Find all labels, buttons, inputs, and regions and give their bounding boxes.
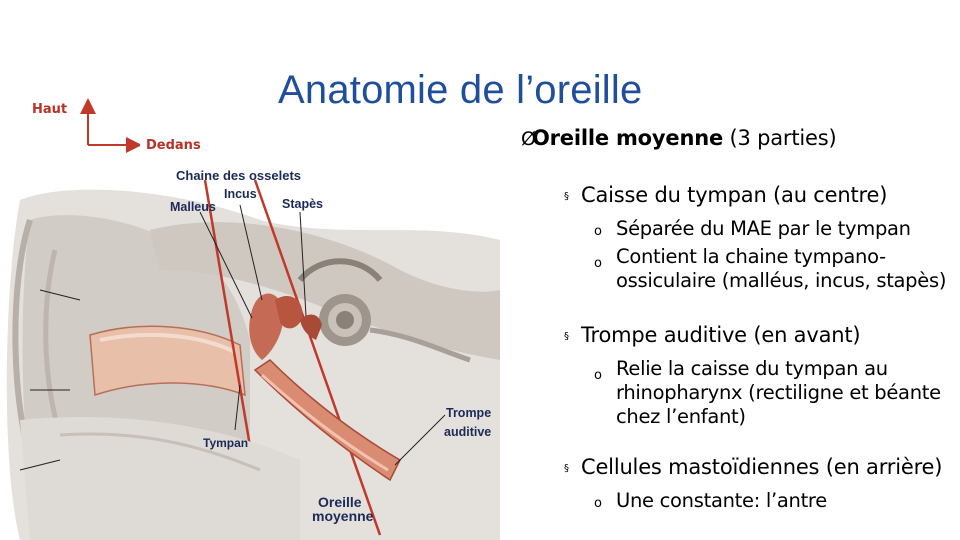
square-bullet-icon: § (564, 191, 569, 202)
oreille-label-line2: moyenne (312, 508, 374, 524)
section-trompe (564, 323, 861, 347)
up-label: Haut (32, 102, 68, 117)
item-cellules-1 (594, 489, 827, 512)
circle-bullet-icon: o (594, 496, 602, 511)
square-bullet-icon: § (564, 463, 569, 474)
section-caisse (564, 183, 888, 207)
section-cellules-text: Cellules mastoïdiennes (en arrière) (581, 455, 943, 479)
heading-rest: (3 parties) (722, 126, 837, 150)
malleus-label: Malleus (170, 200, 216, 214)
item-cellules-1-text: Une constante: l’antre (616, 489, 827, 512)
stapes-label: Stapès (282, 197, 323, 211)
item-trompe-1-line2: rhinopharynx (rectiligne et béante (616, 381, 941, 404)
item-trompe-1-line1: Relie la caisse du tympan au (616, 357, 888, 380)
incus-label: Incus (224, 187, 257, 201)
circle-bullet-icon: o (594, 224, 602, 239)
heading-bold: Oreille moyenne (532, 126, 723, 150)
inward-label: Dedans (146, 138, 201, 153)
slide-title: Anatomie de l’oreille (278, 68, 643, 112)
circle-bullet-icon: o (594, 256, 602, 271)
square-bullet-icon: § (564, 331, 569, 342)
trompe-label-line1: Trompe (446, 406, 492, 420)
item-trompe-1-line3: chez l’enfant) (616, 405, 746, 428)
section-trompe-text: Trompe auditive (en avant) (581, 323, 861, 347)
chain-label: Chaine des osselets (176, 168, 301, 183)
trompe-label-line2: auditive (444, 425, 492, 439)
oreille-label-line1: Oreille (318, 494, 362, 510)
section-caisse-text: Caisse du tympan (au centre) (581, 183, 888, 207)
heading-bullet (521, 126, 837, 150)
tympan-label: Tympan (203, 436, 249, 450)
item-trompe-1 (594, 357, 941, 429)
item-caisse-2 (594, 245, 947, 293)
circle-bullet-icon: o (594, 368, 602, 383)
item-caisse-2-line1: Contient la chaine tympano- (616, 245, 886, 268)
item-caisse-1 (594, 217, 911, 240)
orientation-arrows (0, 0, 140, 160)
ear-anatomy-illustration (0, 160, 500, 540)
item-caisse-1-text: Séparée du MAE par le tympan (616, 217, 911, 240)
item-caisse-2-line2: ossiculaire (malléus, incus, stapès) (616, 269, 947, 292)
section-cellules (564, 455, 943, 479)
arrow-bullet-icon: Ø (521, 128, 536, 150)
